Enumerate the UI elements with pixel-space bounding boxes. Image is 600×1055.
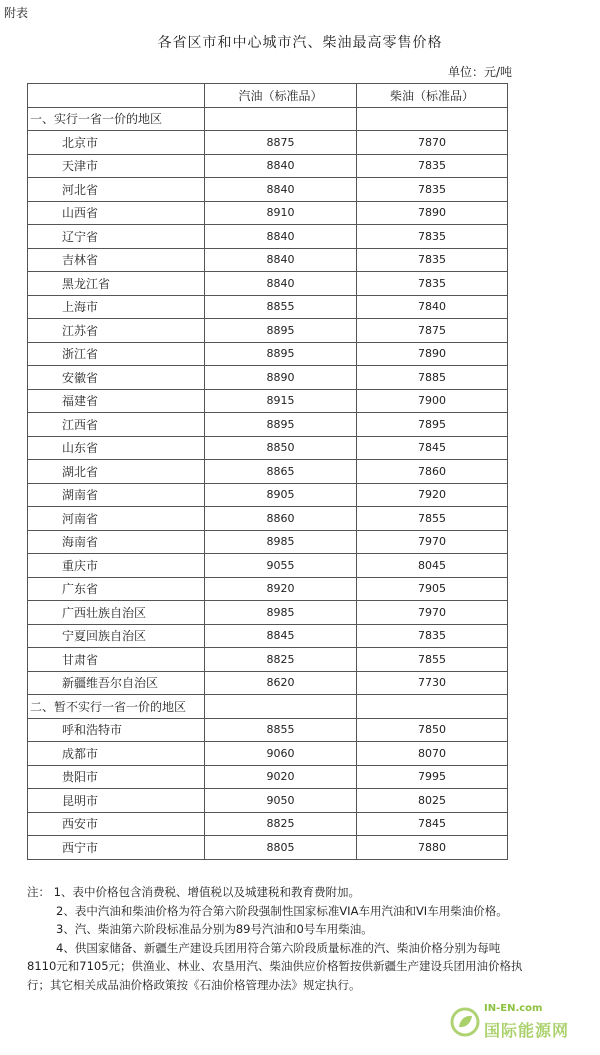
diesel-price-cell: 7885 — [357, 366, 508, 390]
gasoline-price-cell: 8840 — [205, 178, 357, 202]
region-cell: 昆明市 — [28, 789, 205, 813]
header-region-cell — [28, 84, 205, 108]
unit-label: 单位：元/吨 — [447, 65, 512, 79]
gasoline-price-cell: 8895 — [205, 413, 357, 437]
gasoline-price-cell: 8620 — [205, 671, 357, 695]
gasoline-price-cell: 8865 — [205, 460, 357, 484]
table-row — [28, 154, 508, 178]
gasoline-price-cell: 9060 — [205, 742, 357, 766]
watermark-logo — [450, 1001, 590, 1045]
section-row-2 — [28, 695, 508, 719]
table-row — [28, 601, 508, 625]
table-row — [28, 507, 508, 531]
table-header-row — [28, 84, 508, 108]
diesel-price-cell: 7870 — [357, 131, 508, 155]
header-gasoline: 汽油（标准品） — [205, 84, 357, 108]
diesel-price-cell: 7860 — [357, 460, 508, 484]
diesel-price-cell: 7855 — [357, 507, 508, 531]
page-title: 各省区市和中心城市汽、柴油最高零售价格 — [157, 35, 443, 51]
diesel-price-cell: 7730 — [357, 671, 508, 695]
diesel-price-cell: 7840 — [357, 295, 508, 319]
gasoline-price-cell: 8890 — [205, 366, 357, 390]
gasoline-price-cell: 8845 — [205, 624, 357, 648]
diesel-price-cell: 7900 — [357, 389, 508, 413]
table-row — [28, 648, 508, 672]
gasoline-price-cell: 8855 — [205, 295, 357, 319]
gasoline-price-cell: 8860 — [205, 507, 357, 531]
diesel-price-cell: 7845 — [357, 436, 508, 460]
table-row — [28, 366, 508, 390]
region-cell: 甘肃省 — [28, 648, 205, 672]
table-row — [28, 483, 508, 507]
table-row — [28, 295, 508, 319]
table-row — [28, 671, 508, 695]
diesel-price-cell: 7875 — [357, 319, 508, 343]
table-row — [28, 201, 508, 225]
diesel-price-cell: 7845 — [357, 812, 508, 836]
gasoline-price-cell: 8920 — [205, 577, 357, 601]
table-row — [28, 718, 508, 742]
notes-block — [27, 883, 527, 994]
gasoline-price-cell: 8905 — [205, 483, 357, 507]
diesel-price-cell: 7995 — [357, 765, 508, 789]
gasoline-price-cell: 9055 — [205, 554, 357, 578]
gasoline-price-cell: 8985 — [205, 601, 357, 625]
diesel-price-cell: 7835 — [357, 178, 508, 202]
diesel-price-cell: 7835 — [357, 624, 508, 648]
region-cell: 广西壮族自治区 — [28, 601, 205, 625]
table-row — [28, 624, 508, 648]
table-row — [28, 765, 508, 789]
diesel-price-cell: 7835 — [357, 248, 508, 272]
region-cell: 湖南省 — [28, 483, 205, 507]
region-cell: 贵阳市 — [28, 765, 205, 789]
diesel-price-cell: 7920 — [357, 483, 508, 507]
table-row — [28, 812, 508, 836]
table-row — [28, 789, 508, 813]
section-heading: 一、实行一省一价的地区 — [28, 107, 205, 131]
diesel-price-cell: 7855 — [357, 648, 508, 672]
section-heading: 二、暂不实行一省一价的地区 — [28, 695, 205, 719]
region-cell: 江西省 — [28, 413, 205, 437]
gasoline-price-cell: 8805 — [205, 836, 357, 860]
appendix-label: 附表 — [4, 6, 29, 20]
gasoline-price-cell: 8840 — [205, 225, 357, 249]
region-cell: 上海市 — [28, 295, 205, 319]
gasoline-price-cell: 8895 — [205, 319, 357, 343]
diesel-price-cell: 7970 — [357, 530, 508, 554]
table-row — [28, 413, 508, 437]
region-cell: 安徽省 — [28, 366, 205, 390]
region-cell: 呼和浩特市 — [28, 718, 205, 742]
price-table — [27, 83, 508, 860]
region-cell: 辽宁省 — [28, 225, 205, 249]
table-row — [28, 319, 508, 343]
table-row — [28, 554, 508, 578]
region-cell: 海南省 — [28, 530, 205, 554]
region-cell: 河南省 — [28, 507, 205, 531]
gasoline-price-cell: 8855 — [205, 718, 357, 742]
region-cell: 北京市 — [28, 131, 205, 155]
gasoline-price-cell: 8895 — [205, 342, 357, 366]
gasoline-price-cell: 9020 — [205, 765, 357, 789]
region-cell: 吉林省 — [28, 248, 205, 272]
region-cell: 新疆维吾尔自治区 — [28, 671, 205, 695]
region-cell: 山东省 — [28, 436, 205, 460]
empty-cell — [357, 695, 508, 719]
region-cell: 天津市 — [28, 154, 205, 178]
gasoline-price-cell: 8840 — [205, 154, 357, 178]
table-row — [28, 836, 508, 860]
diesel-price-cell: 7895 — [357, 413, 508, 437]
gasoline-price-cell: 9050 — [205, 789, 357, 813]
gasoline-price-cell: 8910 — [205, 201, 357, 225]
table-row — [28, 389, 508, 413]
diesel-price-cell: 8045 — [357, 554, 508, 578]
table-row — [28, 577, 508, 601]
note-4: 4、供国家储备、新疆生产建设兵团用符合第六阶段质量标准的汽、柴油价格分别为每吨8110元和7105元；供渔业、林业、农垦用汽、柴油供应价格暂按供新疆生产建设兵团用油价格执行；其它相关成品油价格政策按《石油价格管理办法》规定执行。 — [27, 940, 523, 992]
empty-cell — [205, 107, 357, 131]
table-row — [28, 225, 508, 249]
diesel-price-cell: 7890 — [357, 342, 508, 366]
table-row — [28, 342, 508, 366]
region-cell: 福建省 — [28, 389, 205, 413]
diesel-price-cell: 7890 — [357, 201, 508, 225]
gasoline-price-cell: 8985 — [205, 530, 357, 554]
region-cell: 湖北省 — [28, 460, 205, 484]
diesel-price-cell: 8070 — [357, 742, 508, 766]
region-cell: 河北省 — [28, 178, 205, 202]
diesel-price-cell: 7835 — [357, 154, 508, 178]
diesel-price-cell: 7850 — [357, 718, 508, 742]
gasoline-price-cell: 8850 — [205, 436, 357, 460]
gasoline-price-cell: 8915 — [205, 389, 357, 413]
diesel-price-cell: 7970 — [357, 601, 508, 625]
header-diesel: 柴油（标准品） — [357, 84, 508, 108]
gasoline-price-cell: 8840 — [205, 272, 357, 296]
diesel-price-cell: 7880 — [357, 836, 508, 860]
diesel-price-cell: 7905 — [357, 577, 508, 601]
watermark-brand: IN-EN.com — [484, 1003, 543, 1014]
table-row — [28, 436, 508, 460]
table-row — [28, 272, 508, 296]
gasoline-price-cell: 8875 — [205, 131, 357, 155]
watermark-name: 国际能源网 — [484, 1021, 570, 1040]
note-2: 2、表中汽油和柴油价格为符合第六阶段强制性国家标准VIA车用汽油和VI车用柴油价格。 — [56, 903, 508, 918]
gasoline-price-cell: 8840 — [205, 248, 357, 272]
region-cell: 西宁市 — [28, 836, 205, 860]
table-row — [28, 131, 508, 155]
gasoline-price-cell: 8825 — [205, 812, 357, 836]
table-row — [28, 248, 508, 272]
region-cell: 成都市 — [28, 742, 205, 766]
diesel-price-cell: 7835 — [357, 225, 508, 249]
region-cell: 西安市 — [28, 812, 205, 836]
table-row — [28, 178, 508, 202]
region-cell: 广东省 — [28, 577, 205, 601]
leaf-logo-icon — [450, 1007, 480, 1037]
region-cell: 宁夏回族自治区 — [28, 624, 205, 648]
gasoline-price-cell: 8825 — [205, 648, 357, 672]
note-3: 3、汽、柴油第六阶段标准品分别为89号汽油和0号车用柴油。 — [56, 922, 373, 936]
table-row — [28, 742, 508, 766]
table-row — [28, 530, 508, 554]
empty-cell — [205, 695, 357, 719]
section-row-1 — [28, 107, 508, 131]
diesel-price-cell: 7835 — [357, 272, 508, 296]
price-table-body — [28, 84, 508, 860]
region-cell: 山西省 — [28, 201, 205, 225]
empty-cell — [357, 107, 508, 131]
diesel-price-cell: 8025 — [357, 789, 508, 813]
region-cell: 浙江省 — [28, 342, 205, 366]
table-row — [28, 460, 508, 484]
region-cell: 黑龙江省 — [28, 272, 205, 296]
region-cell: 江苏省 — [28, 319, 205, 343]
note-1: 注： 1、表中价格包含消费税、增值税以及城建税和教育费附加。 — [27, 885, 360, 899]
region-cell: 重庆市 — [28, 554, 205, 578]
